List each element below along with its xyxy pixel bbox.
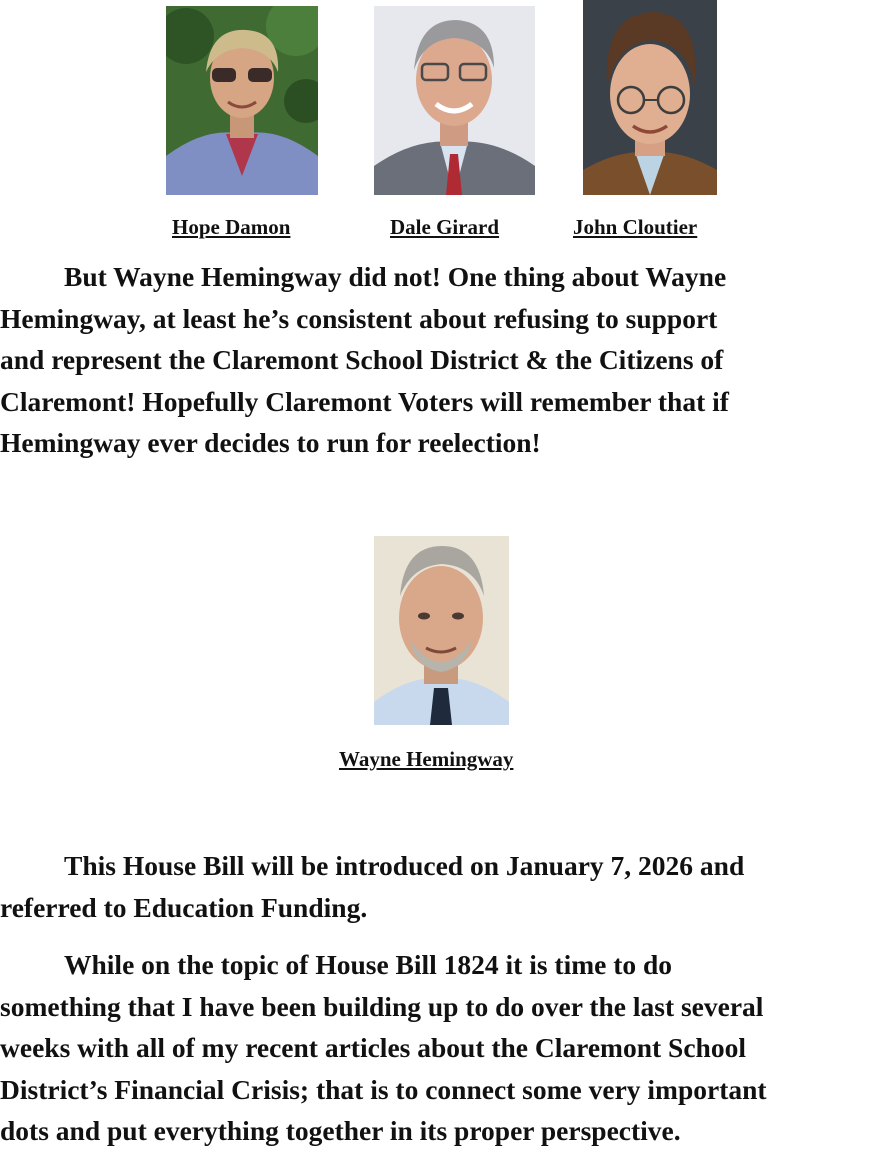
paragraph-line: Claremont! Hopefully Claremont Voters will remember that if [0,385,729,417]
paragraph-line: Hemingway, at least he’s consistent about refusing to support [0,302,718,334]
paragraph-line: something that I have been building up to do over the last several [0,990,764,1022]
dale-girard-photo [374,6,535,195]
paragraph-house-bill-1824 [0,944,880,1152]
hope-damon-photo [166,6,318,195]
hope-damon-caption: Hope Damon [172,215,291,239]
john-cloutier-photo [583,0,717,195]
paragraph-line: But Wayne Hemingway did not! One thing about Wayne [64,261,727,292]
paragraph-line: referred to Education Funding. [0,891,368,923]
paragraph-house-bill [0,845,880,928]
dale-girard-caption: Dale Girard [390,215,500,239]
paragraph-line: and represent the Claremont School District & the Citizens of [0,344,724,375]
paragraph-line: This House Bill will be introduced on January 7, 2026 and [64,850,745,881]
paragraph-line: District’s Financial Crisis; that is to connect some very important [0,1073,767,1105]
paragraph-line: Hemingway ever decides to run for reelection! [0,427,541,458]
paragraph-line: While on the topic of House Bill 1824 it is time to do [64,949,673,980]
wayne-hemingway-photo [374,536,509,725]
wayne-hemingway-caption: Wayne Hemingway [339,747,514,771]
paragraph-hemingway [0,256,880,464]
paragraph-line: weeks with all of my recent articles about the Claremont School [0,1032,746,1063]
paragraph-line: dots and put everything together in its proper perspective. [0,1115,681,1146]
john-cloutier-caption: John Cloutier [573,215,698,239]
